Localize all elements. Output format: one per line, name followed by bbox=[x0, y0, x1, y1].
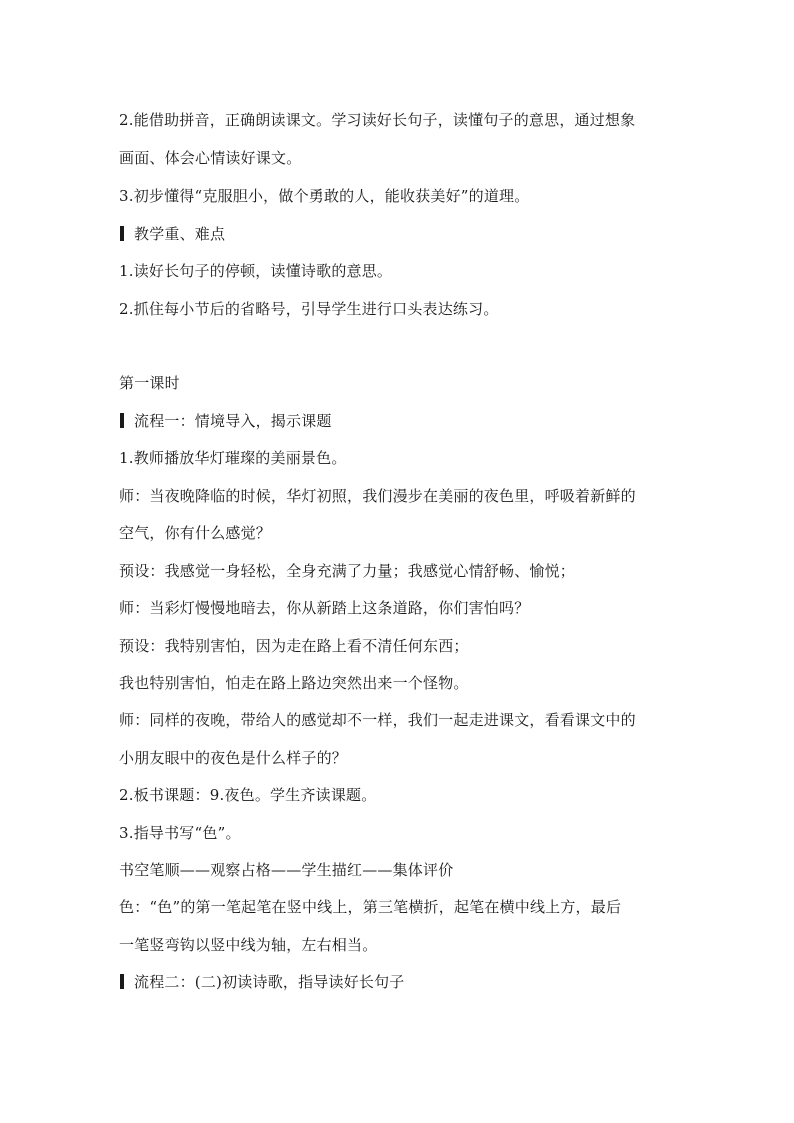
paragraph-line: 师：当彩灯慢慢地暗去，你从新踏上这条道路，你们害怕吗？ bbox=[119, 599, 530, 617]
paragraph-line: 色：“色”的第一笔起笔在竖中线上，第三笔横折，起笔在横中线上方，最后 bbox=[119, 898, 622, 916]
heading-bar-icon bbox=[120, 226, 124, 241]
paragraph-line: 师：当夜晚降临的时候，华灯初照，我们漫步在美丽的夜色里，呼吸着新鲜的 bbox=[119, 487, 636, 505]
objective-item-3: 3.初步懂得“克服胆小，做个勇敢的人，能收获美好”的道理。 bbox=[119, 187, 530, 205]
objective-item-2-line-1: 2.能借助拼音，正确朗读课文。学习读好长句子，读懂句子的意思，通过想象 bbox=[119, 111, 636, 129]
paragraph-line: 1.教师播放华灯璀璨的美丽景色。 bbox=[119, 449, 347, 467]
section-heading-process-2-text: 流程二：(二)初读诗歌，指导读好长句子 bbox=[134, 973, 405, 991]
paragraph-line: 2.板书课题：9.夜色。学生齐读课题。 bbox=[119, 786, 377, 804]
section-heading-key-points bbox=[119, 224, 679, 244]
paragraph-line: 师：同样的夜晚，带给人的感觉却不一样，我们一起走进课文，看看课文中的 bbox=[119, 711, 636, 729]
objective-item-2-line-2: 画面、体会心情读好课文。 bbox=[119, 149, 302, 167]
heading-bar-icon bbox=[120, 974, 124, 989]
paragraph-line: 书空笔顺——观察占格——学生描红——集体评价 bbox=[119, 861, 454, 879]
heading-bar-icon bbox=[120, 413, 124, 428]
paragraph-line: 小朋友眼中的夜色是什么样子的？ bbox=[119, 749, 348, 767]
section-heading-key-points-text: 教学重、难点 bbox=[134, 225, 226, 243]
paragraph-line: 一笔竖弯钩以竖中线为轴，左右相当。 bbox=[119, 936, 378, 954]
section-heading-process-2 bbox=[119, 972, 679, 992]
section-heading-process-1-text: 流程一：情境导入，揭示课题 bbox=[134, 412, 332, 430]
paragraph-line: 空气，你有什么感觉？ bbox=[119, 524, 272, 542]
paragraph-line: 预设：我特别害怕，因为走在路上看不清任何东西； bbox=[119, 637, 469, 655]
lesson-title: 第一课时 bbox=[119, 374, 180, 392]
section-heading-process-1 bbox=[119, 411, 679, 431]
paragraph-line: 我也特别害怕，怕走在路上路边突然出来一个怪物。 bbox=[119, 674, 469, 692]
key-point-item-2: 2.抓住每小节后的省略号，引导学生进行口头表达练习。 bbox=[119, 300, 499, 318]
paragraph-line: 预设：我感觉一身轻松，全身充满了力量；我感觉心情舒畅、愉悦； bbox=[119, 562, 576, 580]
paragraph-line: 3.指导书写“色”。 bbox=[119, 824, 241, 842]
key-point-item-1: 1.读好长句子的停顿，读懂诗歌的意思。 bbox=[119, 262, 393, 280]
